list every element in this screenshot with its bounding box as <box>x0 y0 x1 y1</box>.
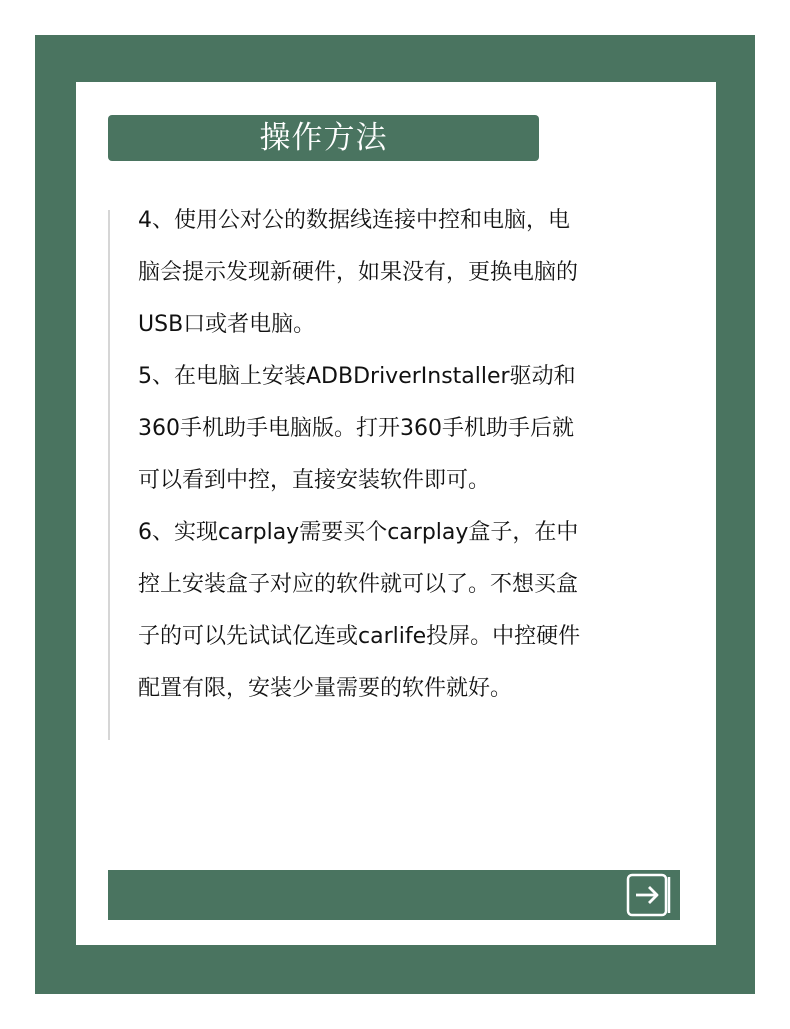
footer-bar <box>108 870 680 920</box>
step-4-paragraph: 4、使用公对公的数据线连接中控和电脑，电 脑会提示发现新硬件，如果没有，更换电脑的 USB口或者电脑。 <box>138 208 579 337</box>
side-divider <box>108 210 110 740</box>
instruction-content <box>138 195 668 715</box>
arrow-right-box-icon <box>625 872 675 918</box>
step-5-paragraph: 5、在电脑上安装ADBDriverInstaller驱动和 360手机助手电脑版。打开360手机助手后就 可以看到中控，直接安装软件即可。 <box>138 364 576 493</box>
step-6-paragraph: 6、实现carplay需要买个carplay盒子，在中 控上安装盒子对应的软件就可以了。不想买盒 子的可以先试试亿连或carlife投屏。中控硬件 配置有限，安装少量需要的软件就好。 <box>138 520 581 701</box>
section-title: 操作方法 <box>259 120 388 156</box>
next-page-button[interactable] <box>625 872 675 918</box>
section-header <box>108 115 539 161</box>
